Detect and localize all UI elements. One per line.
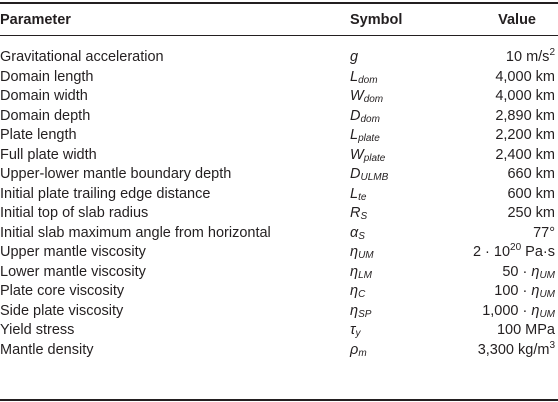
symbol-subscript: SP [358,308,372,320]
value-eta: η [531,263,540,280]
value-eta-subscript: UM [539,289,555,300]
value-cell [495,107,555,127]
symbol-main: L [350,185,359,202]
table-row [0,321,558,341]
parameter-cell: Domain length [0,68,94,85]
symbol-subscript: dom [358,74,378,86]
header-parameter: Parameter [0,12,71,28]
value-cell [495,87,555,107]
parameter-cell: Side plate viscosity [0,302,124,319]
table-row [0,243,558,263]
symbol-subscript: S [360,211,368,222]
symbol-main: η [350,302,359,319]
value-superscript: 3 [549,339,555,351]
parameter-cell: Mantle density [0,341,94,358]
parameter-cell: Gravitational acceleration [0,49,164,65]
symbol-main: η [350,283,359,299]
symbol-cell [350,341,367,364]
value-main: 50 · [502,263,532,280]
value-cell [497,321,555,341]
value-main: 100 MPa [496,322,555,338]
symbol-subscript: dom [363,94,384,105]
value-eta: η [531,283,540,299]
parameter-cell: Initial slab maximum angle from horizontal [0,224,271,241]
symbol-main: W [350,146,364,163]
table-row [0,224,558,244]
parameter-cell: Initial plate trailing edge distance [0,185,211,202]
value-cell [507,165,555,185]
value-cell [506,48,555,68]
value-main: 77° [533,224,555,241]
parameter-cell: Full plate width [0,146,97,163]
value-cell [495,68,555,88]
table-row [0,204,558,224]
symbol-main: D [350,107,361,124]
symbol-main: α [350,224,359,241]
value-cell [495,146,555,166]
value-cell [478,341,555,361]
value-main: 100 · [494,283,532,299]
symbol-main: g [350,49,359,65]
symbol-subscript: plate [363,152,386,164]
parameter-cell: Upper mantle viscosity [0,244,146,260]
parameter-cell: Initial top of slab radius [0,205,149,221]
symbol-subscript: S [358,230,365,242]
parameter-cell: Yield stress [0,322,75,338]
symbol-main: W [350,88,364,104]
value-eta-subscript: UM [539,308,555,320]
symbol-subscript: plate [358,133,380,144]
value-main: 10 m/s [505,49,550,65]
symbol-main: L [350,68,359,85]
value-cell [473,243,555,263]
symbol-subscript: y [355,328,361,339]
value-main: 250 km [507,205,555,221]
value-main: 3,300 kg/m [477,341,550,358]
table-row [0,146,558,166]
table-row [0,302,558,322]
symbol-main: ρ [350,341,359,358]
value-main: 2,400 km [495,146,555,163]
value-cell [533,224,555,244]
table-body [0,48,558,360]
table-row [0,48,558,68]
symbol-subscript: LM [358,269,372,281]
value-eta: η [531,302,540,319]
parameter-cell: Lower mantle viscosity [0,263,146,280]
symbol-main: L [350,127,359,143]
value-cell [507,204,555,224]
value-main: 660 km [507,166,555,182]
parameter-cell: Upper-lower mantle boundary depth [0,166,232,182]
symbol-subscript: m [358,347,367,359]
table-bottom-rule [0,399,558,401]
table-row [0,282,558,302]
value-superscript: 2 [549,47,555,58]
symbol-cell [350,48,358,68]
value-main: 600 km [507,185,555,202]
table-row [0,185,558,205]
value-superscript: 20 [510,242,522,253]
symbol-subscript: UM [358,250,374,261]
parameter-cell: Domain depth [0,107,91,124]
header-value: Value [498,12,536,28]
symbol-main: η [350,263,359,280]
table-row [0,87,558,107]
symbol-main: τ [350,322,356,338]
table-header [0,9,558,31]
parameter-cell: Plate core viscosity [0,283,125,299]
value-cell [495,126,555,146]
symbol-subscript: dom [360,113,380,125]
value-cell [507,185,555,205]
symbol-main: D [350,166,361,182]
parameter-cell: Domain width [0,88,88,104]
symbol-subscript: ULMB [360,172,389,183]
parameter-cell: Plate length [0,127,77,143]
symbol-main: η [350,244,359,260]
symbol-subscript: te [358,191,367,203]
value-eta-subscript: UM [539,269,555,281]
table-row [0,165,558,185]
value-main: 1,000 · [482,302,532,319]
symbol-subscript: C [358,289,366,300]
value-main: 4,000 km [495,88,555,104]
symbol-main: R [350,205,361,221]
value-main: 2,890 km [495,107,555,124]
header-symbol: Symbol [350,12,403,28]
value-main: 2,200 km [495,127,555,143]
table-row [0,341,558,361]
value-suffix: Pa·s [521,244,555,260]
value-main: 2 · 10 [472,244,511,260]
table-row [0,263,558,283]
table-row [0,107,558,127]
table-row [0,68,558,88]
table-row [0,126,558,146]
value-main: 4,000 km [495,68,555,85]
table-header-rule [0,35,558,36]
table-top-rule [0,2,558,4]
